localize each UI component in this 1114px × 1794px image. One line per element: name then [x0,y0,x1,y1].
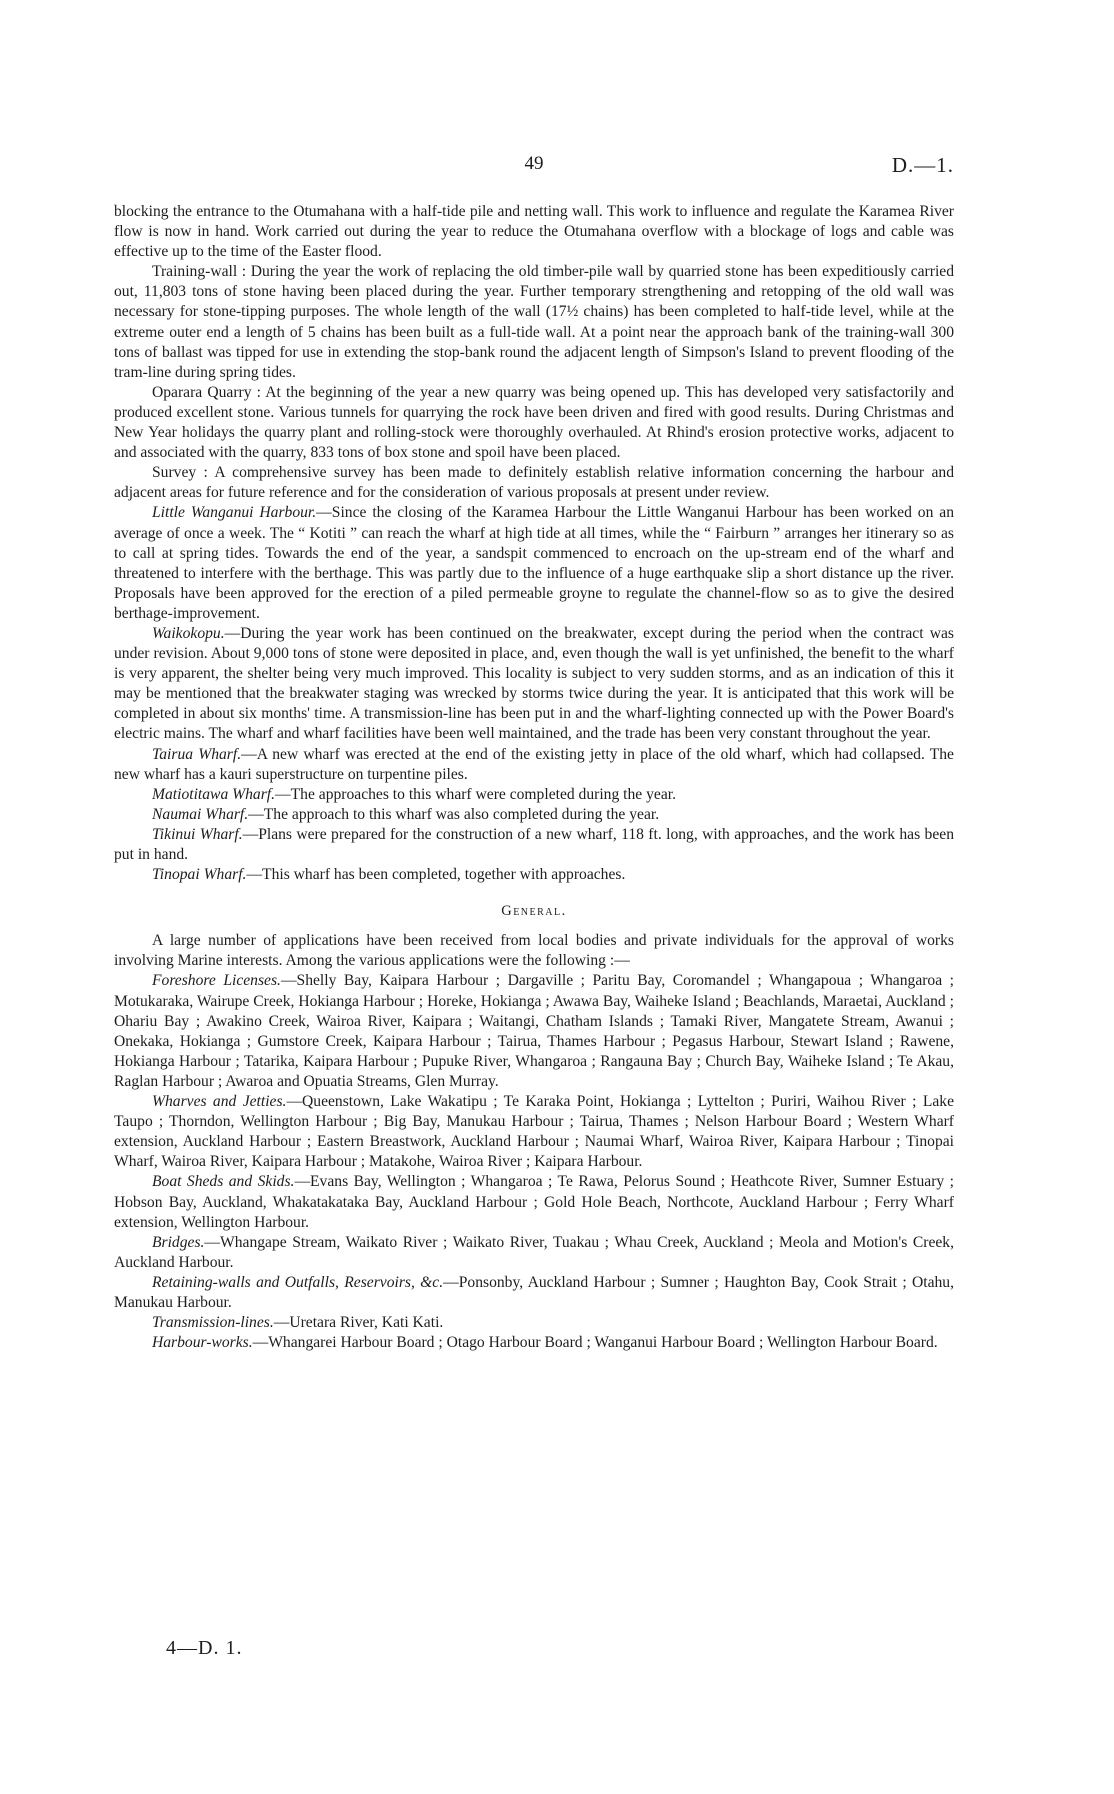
paragraph-text: —Queenstown, Lake Wakatipu ; Te Karaka Point, Hokianga ; Lyttelton ; Puriri, Waihou River ; Lake Taupo ; Thorndon, Wellington Harbour ; Big Bay, Manukau Harbour ; Tairua, Thames ; Nelson Harbour Board ; Western Wharf extension, Auckland Harbour ; Eastern Breastwork, Auckland Harbour ; Naumai Wharf, Wairoa River, Kaipara Harbour ; Tinopai Wharf, Wairoa River, Kaipara Harbour ; Matakohe, Wairoa River ; Kaipara Harbour. [114,1093,954,1171]
paragraph-text: —Whangarei Harbour Board ; Otago Harbour Board ; Wanganui Harbour Board ; Wellington Harbour Board. [252,1334,938,1352]
paragraph-text: Training-wall : During the year the work of replacing the old timber-pile wall by quarried stone has been expeditiously carried out, 11,803 tons of stone having been placed during the year. Further temporary strengthening and retopping of the old wall was necessary for stone-tipping purposes. The whole length of the wall (17½ chains) has been completed to half-tide level, while at the extreme outer end a length of 5 chains has been built as a full-tide wall. At a point near the approach bank of the training-wall 300 tons of ballast was tipped for use in extending the stop-bank round the adjacent length of Simpson's Island to prevent flooding of the tram-line during spring tides. [114,263,954,381]
paragraph-title: Waikokopu. [152,624,225,642]
paragraph-wharves-jetties [114,1092,954,1172]
paragraph-bridges [114,1233,954,1273]
paragraph-text: —Uretara River, Kati Kati. [273,1314,444,1332]
paragraph-boat-sheds [114,1172,954,1232]
paragraph-title: Wharves and Jetties. [152,1093,287,1111]
paragraph-text: —Plans were prepared for the construction of a new wharf, 118 ft. long, with approaches, and the work has been put in hand. [114,825,954,863]
paragraph-title: Tairua Wharf. [152,745,242,763]
signature-mark: 4—D. 1. [166,1637,243,1659]
paragraph-title: Retaining-walls and Outfalls, Reservoirs, &c. [152,1273,444,1291]
paragraph-matiotitawa-wharf [114,785,954,805]
paragraph-waikokopu [114,624,954,745]
paragraph-otumahana [114,202,954,262]
paragraph-text: —A new wharf was erected at the end of the existing jetty in place of the old wharf, which had collapsed. The new wharf has a kauri superstructure on turpentine piles. [114,745,954,783]
paragraph-title: Tinopai Wharf. [152,866,247,884]
paragraph-title: Tikinui Wharf. [152,825,243,843]
paragraph-tinopai-wharf [114,865,954,885]
section-heading-general: General. [501,903,567,920]
paragraph-oparara-quarry [114,383,954,463]
paragraph-text: —The approaches to this wharf were completed during the year. [275,785,676,803]
paragraph-text: Survey : A comprehensive survey has been made to definitely establish relative information concerning the harbour and adjacent areas for future reference and for the consideration of various proposals at present under review. [114,464,954,502]
page-number: 49 [524,153,544,174]
paragraph-harbour-works [114,1333,954,1353]
paragraph-applications [114,931,954,971]
paragraph-text: —Whangape Stream, Waikato River ; Waikato River, Tuakau ; Whau Creek, Auckland ; Meola and Motion's Creek, Auckland Harbour. [114,1233,954,1271]
paragraph-text: —Evans Bay, Wellington ; Whangaroa ; Te Rawa, Pelorus Sound ; Heathcote River, Sumner Estuary ; Hobson Bay, Auckland, Whakatakataka Bay, Auckland Harbour ; Gold Hole Beach, Northcote, Auckland Harbour ; Ferry Wharf extension, Wellington Harbour. [114,1173,955,1231]
document-reference: D.—1. [891,153,954,177]
paragraph-text: —Shelly Bay, Kaipara Harbour ; Dargaville ; Paritu Bay, Coromandel ; Whangapoua ; Whangaroa ; Motukaraka, Wairupe Creek, Hokianga Harbour ; Horeke, Hokianga ; Awawa Bay, Waiheke Island ; Beachlands, Maraetai, Auckland ; Ohariu Bay ; Awakino Creek, Wairoa River, Kaipara ; Waitangi, Chatham Islands ; Tamaki River, Mangatete Stream, Awanui ; Onekaka, Hokianga ; Gumstore Creek, Kaipara Harbour ; Tairua, Thames Harbour ; Pegasus Harbour, Stewart Island ; Rawene, Hokianga Harbour ; Tatarika, Kaipara Harbour ; Pupuke River, Whangaroa ; Rangauna Bay ; Church Bay, Waiheke Island ; Te Akau, Raglan Harbour ; Awaroa and Opuatia Streams, Glen Murray. [114,972,954,1090]
paragraph-title: Transmission-lines. [152,1314,274,1332]
paragraph-text: —During the year work has been continued on the breakwater, except during the period when the contract was under revision. About 9,000 tons of stone were deposited in place, and, even though the wall is yet unfinished, the benefit to the wharf is very apparent, the shelter being very much improved. This locality is subject to very sudden storms, and as an indication of this it may be mentioned that the breakwater staging was wrecked by storms twice during the year. It is anticipated that this work will be completed in about six months' time. A transmission-line has been put in and the wharf-lighting connected up with the Power Board's electric mains. The wharf and wharf facilities have been well maintained, and the trade has been very constant throughout the year. [114,624,954,743]
paragraph-little-wanganui [114,503,954,624]
paragraph-training-wall [114,262,954,383]
paragraph-text: —The approach to this wharf was also completed during the year. [248,805,660,823]
paragraph-text: Oparara Quarry : At the beginning of the year a new quarry was being opened up. This has developed very satisfactorily and produced excellent stone. Various tunnels for quarrying the rock have been driven and fired with good results. During Christmas and New Year holidays the quarry plant and rolling-stock were thoroughly overhauled. At Rhind's erosion protective works, adjacent to and associated with the quarry, 833 tons of box stone and spoil have been placed. [114,383,954,462]
paragraph-naumai-wharf [114,805,954,825]
paragraph-title: Matiotitawa Wharf. [152,785,276,803]
paragraph-title: Little Wanganui Harbour. [152,504,317,522]
paragraph-survey [114,463,954,503]
paragraph-tikinui-wharf [114,825,954,865]
paragraph-tairua-wharf [114,745,954,785]
paragraph-title: Bridges. [152,1233,205,1251]
paragraph-text: —This wharf has been completed, together with approaches. [246,866,626,884]
paragraph-text: —Ponsonby, Auckland Harbour ; Sumner ; Haughton Bay, Cook Strait ; Otahu, Manukau Harbour. [114,1273,955,1311]
paragraph-foreshore-licenses [114,971,954,1092]
paragraph-title: Boat Sheds and Skids. [152,1173,295,1191]
paragraph-text: blocking the entrance to the Otumahana with a half-tide pile and netting wall. This work to influence and regulate the Karamea River flow is now in hand. Work carried out during the year to reduce the Otumahana overflow with a blockage of logs and cable was effective up to the time of the Easter flood. [114,203,954,261]
paragraph-transmission-lines [114,1313,954,1333]
page-header [114,153,954,183]
body-text [114,202,954,1353]
paragraph-title: Foreshore Licenses. [152,972,281,990]
paragraph-text: —Since the closing of the Karamea Harbour the Little Wanganui Harbour has been worked on an average of once a week. The “ Kotiti ” can reach the wharf at high tide at all times, while the “ Fairburn ” arranges her itinerary so as to call at spring tides. Towards the end of the year, a sandspit commenced to encroach on the up-stream end of the wharf and threatened to interfere with the berthage. This was partly due to the influence of a huge earthquake slip a short distance up the river. Proposals have been approved for the erection of a piled permeable groyne to regulate the channel-flow so as to give the desired berthage-improvement. [114,504,954,622]
paragraph-title: Naumai Wharf. [152,805,249,823]
paragraph-retaining-walls [114,1273,954,1313]
paragraph-text: A large number of applications have been received from local bodies and private individuals for the approval of works involving Marine interests. Among the various applications were the following :— [114,932,954,970]
paragraph-title: Harbour-works. [152,1334,253,1352]
